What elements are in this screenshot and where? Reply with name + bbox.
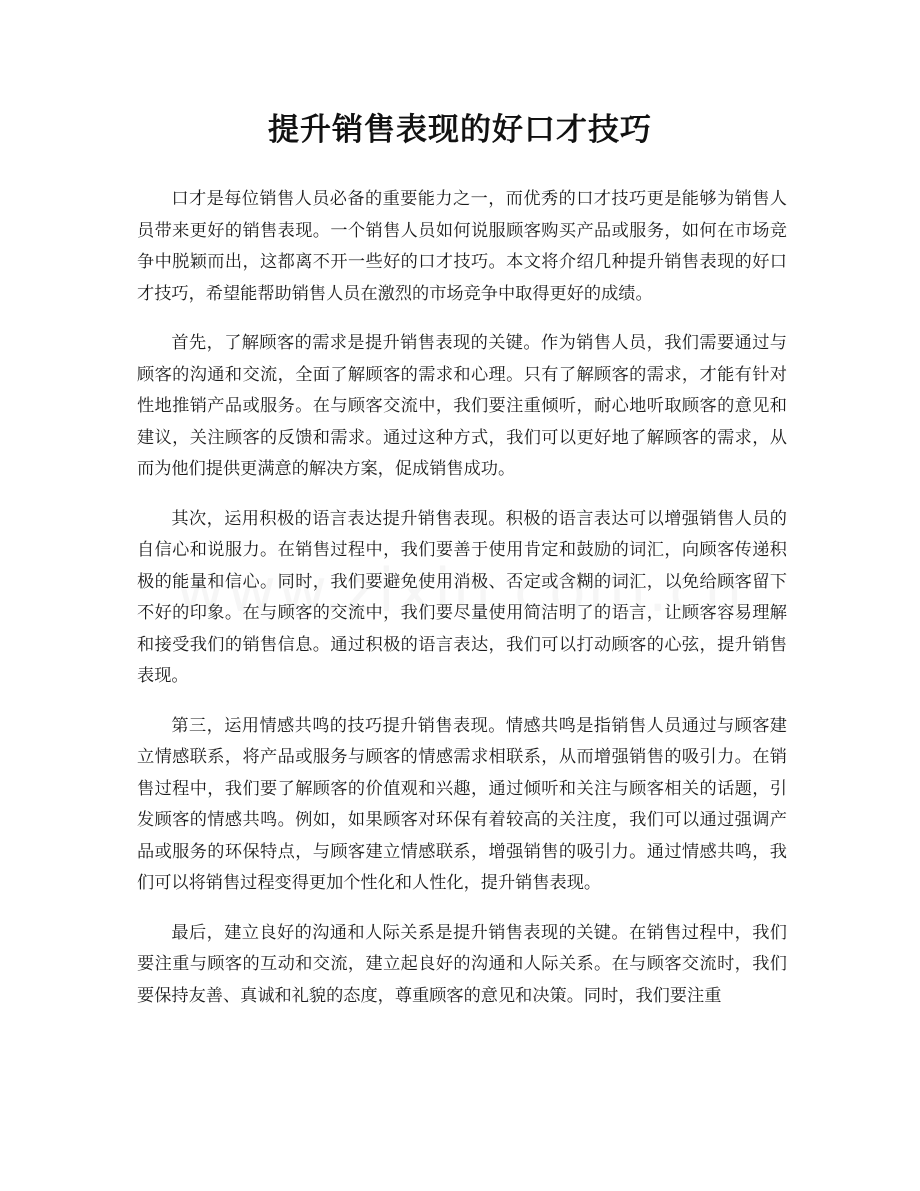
- paragraph-first: 首先，了解顾客的需求是提升销售表现的关键。作为销售人员，我们需要通过与顾客的沟通和交流，全面了解顾客的需求和心理。只有了解顾客的需求，才能有针对性地推销产品或服务。在与顾客交流中，我们要注重倾听，耐心地听取顾客的意见和建议，关注顾客的反馈和需求。通过这种方式，我们可以更好地了解顾客的需求，从而为他们提供更满意的解决方案，促成销售成功。: [137, 333, 787, 479]
- paragraph-intro: 口才是每位销售人员必备的重要能力之一，而优秀的口才技巧更是能够为销售人员带来更好的销售表现。一个销售人员如何说服顾客购买产品或服务，如何在市场竞争中脱颖而出，这都离不开一些好的口才技巧。本文将介绍几种提升销售表现的好口才技巧，希望能帮助销售人员在激烈的市场竞争中取得更好的成绩。: [137, 189, 787, 304]
- paragraph-second: 其次，运用积极的语言表达提升销售表现。积极的语言表达可以增强销售人员的自信心和说服力。在销售过程中，我们要善于使用肯定和鼓励的词汇，向顾客传递积极的能量和信心。同时，我们要避免使用消极、否定或含糊的词汇，以免给顾客留下不好的印象。在与顾客的交流中，我们要尽量使用简洁明了的语言，让顾客容易理解和接受我们的销售信息。通过积极的语言表达，我们可以打动顾客的心弦，提升销售表现。: [137, 508, 787, 686]
- document-title: 提升销售表现的好口才技巧: [268, 112, 652, 148]
- paragraph-last: 最后，建立良好的沟通和人际关系是提升销售表现的关键。在销售过程中，我们要注重与顾客的互动和交流，建立起良好的沟通和人际关系。在与顾客交流时，我们要保持友善、真诚和礼貌的态度，尊重顾客的意见和决策。同时，我们要注重: [137, 922, 787, 1006]
- document-body: [137, 184, 787, 1030]
- paragraph-third: 第三，运用情感共鸣的技巧提升销售表现。情感共鸣是指销售人员通过与顾客建立情感联系，将产品或服务与顾客的情感需求相联系，从而增强销售的吸引力。在销售过程中，我们要了解顾客的价值观和兴趣，通过倾听和关注与顾客相关的话题，引发顾客的情感共鸣。例如，如果顾客对环保有着较高的关注度，我们可以通过强调产品或服务的环保特点，与顾客建立情感联系，增强销售的吸引力。通过情感共鸣，我们可以将销售过程变得更加个性化和人性化，提升销售表现。: [137, 715, 787, 893]
